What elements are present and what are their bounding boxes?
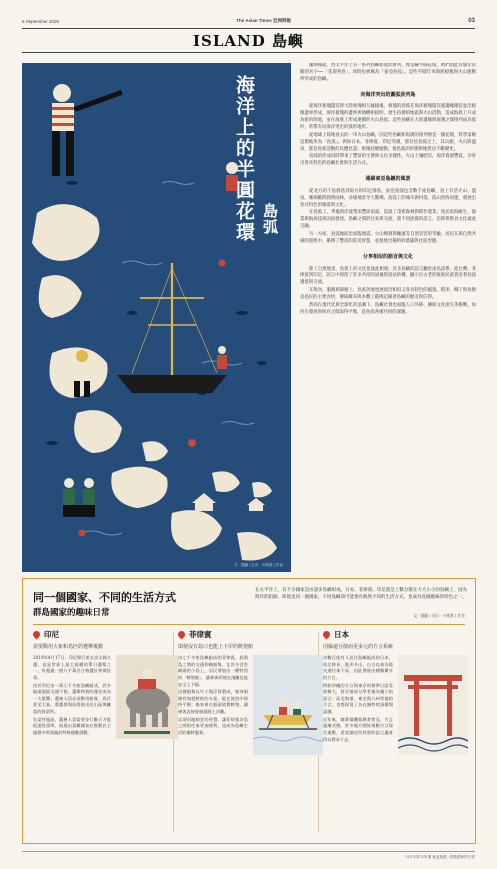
page-footer: 113 年第 176 期 東亞島弧 · 群島國家的日常 xyxy=(405,855,475,859)
main-article xyxy=(300,63,476,572)
column-kicker: 需要動用大象和馬匹的選舉後勤 xyxy=(33,644,104,650)
page-number: 03 xyxy=(468,18,475,24)
column-paragraph: 在某些地區，選務人員需要步行數天才能抵達投票所，展現出島嶼國家在推動民主過程中所面臨的特殊後勤挑戰。 xyxy=(33,716,111,736)
country-name: 印尼 xyxy=(44,630,59,639)
column-kicker: 即使沒有島口也能上下岸的軟墊船 xyxy=(178,644,254,650)
title-rule xyxy=(22,52,475,53)
article-lead: 團開後面，西太平洋上有一系列島嶼如弧狀排列，像是鑲半圓花環，被們因此有個非常動的名字──「花環列島」。同時也被稱為「東亞島弧」。這些半圓年來海底板塊與火山運動所形成的島嶼。 xyxy=(300,63,476,82)
illustration-subline: 島弧 xyxy=(261,203,279,235)
column-header xyxy=(178,629,323,640)
article-subhead-3: 分享相似的語言與文化 xyxy=(362,253,413,260)
column-kicker: 因偏遠分散而更多元的方言系統 xyxy=(323,644,394,650)
election-illustration xyxy=(116,655,178,739)
country-name: 菲律賓 xyxy=(189,630,212,639)
article-paragraph: 另一方面，島弧地區也面臨地震、火山爆發與颱風等自然災害的考驗。居民在與自然共處的過程中，累積了豐富的防災智慧，並發展出獨特的建築與社區型態。 xyxy=(300,232,476,244)
feature-column-japan xyxy=(323,629,468,837)
feature-column-indonesia xyxy=(33,629,178,837)
bottom-rule xyxy=(22,851,475,852)
feature-title: 同一個國家、不同的生活方式 xyxy=(33,591,176,604)
feature-subtitle: 群島國家的趣味日常 xyxy=(33,608,110,618)
article-paragraph: 然而在現代化與全球化的浪潮下，島嶼社會也面臨人口外移、傳統文化流失等挑戰。如何在發展與保存之間取得平衡，是島弧各國共同的課題。 xyxy=(300,302,476,315)
column-paragraph: 由七千多座島嶼組成的菲律賓，島與島之間的交通仰賴船隻。在許多沒有碼頭的小島上，居民發展出一種特別的「軟墊船」，讓乘客即使在淺灘也能安全上下船。 xyxy=(178,655,248,687)
article-subhead-2: 連綿東亞島鏈的風景 xyxy=(365,176,411,183)
column-paragraph: 2019年4月17日，印尼舉行第五次全國大選，這是世界上最大規模的單日選舉之一，有超過一億九千萬名合格選民參與投票。 xyxy=(33,655,111,680)
article-paragraph: 在島弧上，季風與洋流帶來豐沛雨量，造就了茂密森林與稻作農業；島民依海維生，漁業與航海技術因而發達。島嶼之間的往來與交流，使不同族群的語言、信仰與飲食文化彼此交融。 xyxy=(300,210,476,230)
column-paragraph: 例如沖繩的方言與東京的標準日語差異極大，甚至被部分學者視為獨立的語言；而北海道、東北與九州等地的方言，也都保留了各自獨特的詞彙與語調。 xyxy=(323,682,393,715)
column-paragraph: 這項因地制宜的智慧，讓菲律賓各島之間的往來更加便利，也成為島嶼生活的獨特風景。 xyxy=(178,716,248,736)
masthead-bar xyxy=(22,16,475,26)
column-header xyxy=(33,629,178,640)
feature-credit: 文 · 插圖 / 吉田 · 小林書工作室 xyxy=(413,614,465,618)
feature-column-philippines xyxy=(178,629,323,837)
boat-illustration xyxy=(253,655,323,755)
article-paragraph: 從海洋板塊隱沒與大陸板塊相互碰撞後，板塊的島弧在海洋板塊隱沒處邊緣隆起並沿板塊邊界形成。海洋板塊的邊界與地幔相接時，發生持續的地震與火山活動，造成海底上升成為新的陸地，並在海底上形成連續的火山島弧；這些島嶼在大陸邊緣與海溝之間排列成為弧形，常帶有向海洋突出的弧形地形。 xyxy=(300,104,476,130)
article-paragraph: 在飲食、服飾與節慶上，島弧各地也展現出相似又各具特色的風貌。稻米、椰子與魚類是島民的主要食材，傳統織布與木雕工藝則記錄著島嶼的歷史與信仰。 xyxy=(300,288,476,301)
column-paragraph: 由數百座有人居住島嶼組成的日本，南北狹長、地形多山，自古以來各地交通往來不易，因此發展出種類繁多的方言。 xyxy=(323,655,393,680)
feature-intro: 在太平洋上，有不少國家是由諸多島嶼組成，日本、菲律賓、印尼就是上數分散在大大小小的島嶼上，因為海洋的阻隔，即使是同一個國家，不同島嶼間可能會有截然不同的生活方式，也成為島國趣味的特色之一。 xyxy=(255,588,467,601)
issue-date: 5 September 2025 xyxy=(22,18,60,24)
feature-rule xyxy=(33,624,465,625)
section-title: ISLAND 島嶼 xyxy=(193,32,304,50)
illustration-credit: 文 · 插圖 / 吉田 · 小林書工作室 xyxy=(234,563,283,567)
illustration-headline: 海洋上的半圓花環 xyxy=(233,75,255,243)
map-pin-icon xyxy=(323,630,331,640)
article-subhead-1: 向海洋突出的圓弧狀列島 xyxy=(360,91,416,98)
article-paragraph: 除了自然地景，島弧上的文化也彼此相連。許多島嶼的語言屬於南島語系，從台灣、菲律賓到印尼，語言中保留了許多共同的詞彙與語法結構，顯示出古老的航海民族曾沿著島弧遷徙與交流。 xyxy=(300,266,476,286)
article-paragraph: 從北方的千島群島到南方的印尼群島，東亞島弧包含數千座島嶼，島上有活火山、溫泉、珊瑚礁與熱帶雨林，多樣地景令人驚嘆。島弧上的城市與村落，依山傍海而建，發展出各具特色的聚落與文化。 xyxy=(300,188,476,208)
country-name: 日本 xyxy=(334,630,349,639)
paper-name: The Asian Times 亞洲時報 xyxy=(236,18,292,23)
top-rule xyxy=(22,28,475,29)
column-body xyxy=(33,655,178,737)
column-body xyxy=(178,655,323,737)
cover-illustration xyxy=(22,63,291,572)
feature-box xyxy=(22,578,476,844)
elephant-illustration xyxy=(116,655,178,739)
torii-illustration xyxy=(398,655,468,755)
column-paragraph: 這種船隻以竹子與浮筒製成，船身兩側有如翅膀般的支架，能在波浪中保持平衡；船家會在船頭放置軟墊，讓乘客直接從船頭踏上沙灘。 xyxy=(178,689,248,715)
map-pin-icon xyxy=(178,630,186,640)
column-header xyxy=(323,629,468,640)
article-paragraph: 島弧的形成同時帶來了豐富的生態與文化多樣性。火山土壤肥沃，海洋資源豐富，孕育出各具特色的島嶼社會與生活方式。 xyxy=(300,154,476,167)
column-paragraph: 近年來，隨著媒體與教育普及，方言逐漸式微，許多地方開始推動方言保存運動，希望讓這些珍貴的語言遺產得以傳承下去。 xyxy=(323,716,393,742)
column-body xyxy=(323,655,468,743)
map-pin-icon xyxy=(33,630,41,640)
article-paragraph: 從地球上陸地看去的一串火山島嶼，因這些島嶼和海溝的排列像是一圈花環，科學家稱這類地形為「島弧」。例如日本、菲律賓、印尼等國，都位於島弧之上，其山脈、火山與溫泉，都是島弧活動的具體見證；板塊持續運動，使島弧的形態與地質也不斷變化。 xyxy=(300,132,476,152)
torii-gate-illustration xyxy=(398,655,468,755)
column-paragraph: 由於印尼由一萬七千多座島嶼組成，許多偏遠地區交通不便，選舉物資的運送成為一大挑戰；選務人員必須動用船隻、馬匹甚至大象，將選票與投票箱送往山區與離島的投票所。 xyxy=(33,682,111,715)
outrigger-boat-illustration xyxy=(253,655,323,755)
